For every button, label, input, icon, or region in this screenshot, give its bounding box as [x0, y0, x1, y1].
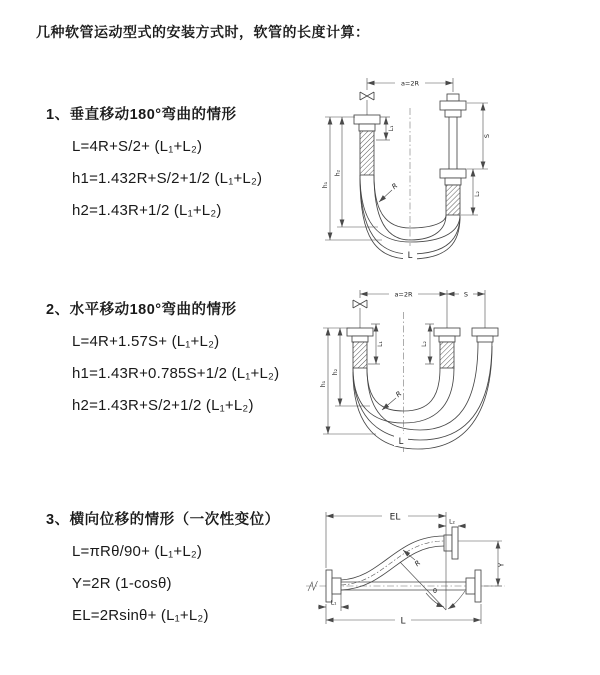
dim-label-s: S — [483, 133, 491, 139]
dim-label-l2: L₂ — [474, 191, 481, 197]
dim-label-h1: h₁ — [320, 380, 327, 388]
section-heading: 3、横向位移的情形（一次性变位） — [46, 512, 280, 528]
diagram-vertical-180-bend — [310, 70, 600, 265]
valve-icon — [353, 300, 367, 328]
section-horizontal-180 — [46, 298, 279, 422]
dimension-lines — [320, 290, 485, 434]
formula-line: L=4R+S/2+ (L₁+L₂) — [72, 138, 203, 155]
hose-curves — [353, 342, 492, 449]
formula-line: L=πRθ/90+ (L₁+L₂) — [72, 543, 203, 560]
dim-label-l1: L₁ — [330, 599, 337, 607]
right-flange — [466, 570, 481, 602]
dim-label-h2: h₂ — [334, 169, 342, 177]
middle-end-fitting — [434, 328, 460, 368]
dim-label-radius: R — [390, 181, 400, 192]
formula-line: h2=1.43R+1/2 (L₁+L₂) — [72, 202, 222, 219]
braided-hose-section — [353, 342, 367, 368]
right-end-fitting — [440, 94, 466, 215]
dim-label-span: a=2R — [394, 290, 413, 299]
section-heading: 2、水平移动180°弯曲的情形 — [46, 302, 237, 318]
dim-label-el: EL — [389, 512, 401, 523]
braided-hose-section — [446, 185, 460, 215]
dim-label-l2: L₂ — [421, 341, 428, 347]
formula-line: Y=2R (1-cosθ) — [72, 575, 172, 592]
section-vertical-180 — [46, 103, 262, 227]
formula-line: h2=1.43R+S/2+1/2 (L₁+L₂) — [72, 397, 254, 414]
dim-label-radius: R — [413, 558, 423, 569]
page-title: 几种软管运动型式的安装方式时，软管的长度计算： — [36, 24, 370, 40]
formula-line: EL=2Rsinθ+ (L₁+L₂) — [72, 607, 209, 624]
dim-label-s: S — [463, 290, 469, 299]
dim-label-h1: h₁ — [322, 181, 329, 189]
dim-label-length: L — [398, 437, 404, 447]
braided-hose-section — [440, 342, 454, 368]
dim-label-y: Y — [497, 562, 506, 568]
left-end-fitting — [347, 300, 373, 368]
dim-label-l2: L₂ — [449, 518, 455, 526]
section-lateral-displacement — [46, 508, 280, 632]
diagram-lateral-displacement — [298, 500, 600, 648]
section-heading: 1、垂直移动180°弯曲的情形 — [46, 107, 237, 123]
braided-hose-section — [360, 131, 374, 175]
diagram-horizontal-180-bend — [310, 282, 600, 458]
dim-label-length: L — [407, 251, 413, 261]
formula-line: L=4R+1.57S+ (L₁+L₂) — [72, 333, 220, 350]
dim-label-l1: L₁ — [388, 125, 395, 132]
formula-line: h1=1.43R+0.785S+1/2 (L₁+L₂) — [72, 365, 280, 382]
right-end-fitting — [472, 328, 498, 342]
left-end-fitting — [354, 92, 380, 175]
dim-label-h2: h₂ — [332, 368, 339, 376]
dim-label-radius: R — [394, 389, 404, 400]
formula-line: h1=1.432R+S/2+1/2 (L₁+L₂) — [72, 170, 263, 187]
dim-label-l1: L₁ — [377, 341, 384, 347]
dimension-lines — [318, 512, 506, 627]
valve-icon — [360, 92, 374, 115]
dim-label-span: a=2R — [400, 79, 420, 88]
left-flange — [326, 570, 341, 602]
dim-label-theta: θ — [433, 587, 437, 595]
dim-label-length: L — [400, 616, 406, 627]
